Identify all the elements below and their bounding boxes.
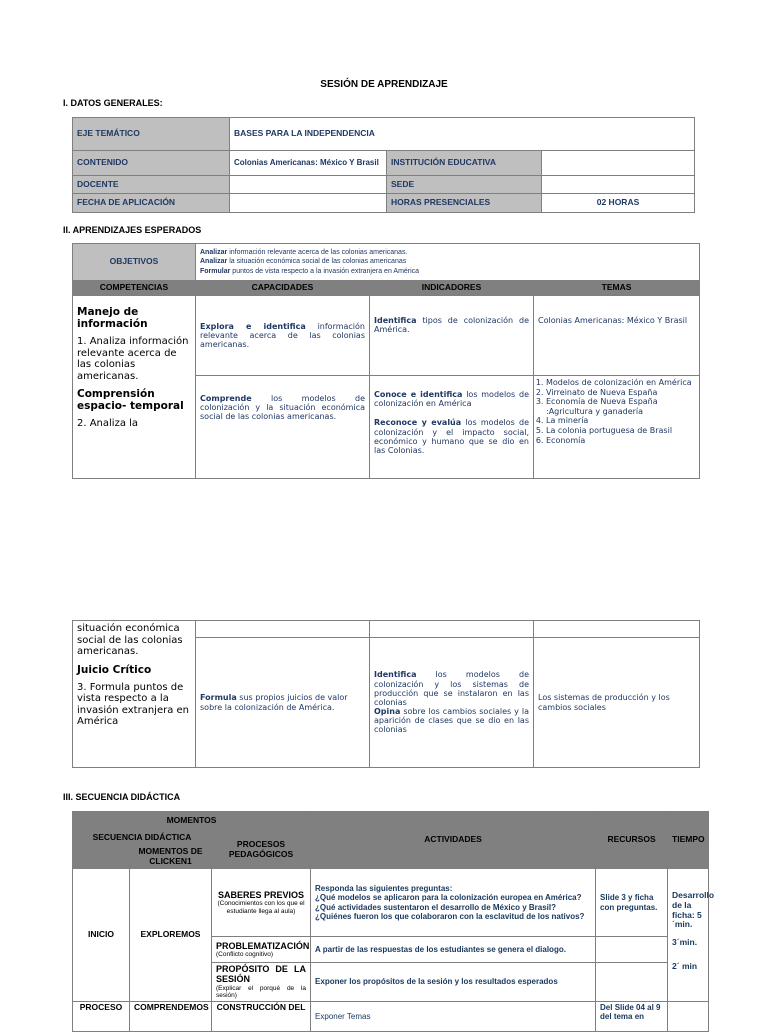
inicio-cell: INICIO — [73, 869, 130, 1002]
objetivo-item: Formular puntos de vista respecto a la invasión extranjera en América — [200, 267, 420, 275]
datos-generales-table — [72, 117, 695, 213]
aprendizajes-table — [72, 243, 700, 479]
sede-value — [542, 176, 695, 194]
header-competencias: COMPETENCIAS — [73, 281, 196, 296]
fecha-value — [230, 194, 387, 213]
institucion-label: INSTITUCIÓN EDUCATIVA — [387, 151, 542, 176]
empty-cell — [370, 621, 534, 638]
empty-header-cell — [73, 845, 130, 869]
ind4-cell — [370, 638, 534, 768]
construccion-actividad: Exponer Temas — [311, 1001, 596, 1031]
ind2: Conoce e identifica los modelos de colonización en América — [374, 390, 530, 409]
comp3-title: Juicio Crítico — [77, 663, 152, 676]
tema-item: 4. La minería — [546, 416, 695, 426]
secuencia-header: SECUENCIA DIDÁCTICA — [73, 831, 212, 845]
tiempo-inicio: Desarrollo de la ficha: 5 ´min. 3´min. 2´ min — [668, 869, 709, 1002]
proceso-cell: PROCESO — [73, 1001, 130, 1031]
temas-list-cell — [534, 376, 700, 479]
sede-label: SEDE — [387, 176, 542, 194]
temas-list — [534, 378, 695, 445]
tema-item: 2. Virreinato de Nueva España — [546, 388, 695, 398]
saberes-recursos: Slide 3 y ficha con preguntas. — [596, 869, 668, 937]
actividades-header: ACTIVIDADES — [311, 812, 596, 869]
objetivo-item: Analizar la situación económica social de las colonias americanas — [200, 258, 407, 266]
momentos-header: MOMENTOS — [73, 812, 311, 831]
comp3-item: 3. Formula puntos de vista respecto a la invasión extranjera en América — [77, 681, 190, 728]
procesos-header: PROCESOS PEDAGÓGICOS — [212, 831, 311, 869]
proposito-cell: PROPÓSITO DE LA SESIÓN (Explicar el porqué de la sesión) — [212, 963, 311, 1002]
horas-label: HORAS PRESENCIALES — [387, 194, 542, 213]
horas-value: 02 HORAS — [542, 194, 695, 213]
header-temas: TEMAS — [534, 281, 700, 296]
saberes-cell: SABERES PREVIOS (Conocimientos con los que el estudiante llega al aula) — [212, 869, 311, 937]
momentos-clicken-header: MOMENTOS DE CLICKEN1 — [130, 845, 212, 869]
page-title: SESIÓN DE APRENDIZAJE — [320, 79, 448, 90]
objetivo-item: Analizar información relevante acerca de las colonias americanas. — [200, 249, 408, 257]
pregunta: Responda las siguientes preguntas: — [315, 884, 453, 894]
docente-label: DOCENTE — [73, 176, 230, 194]
aprendizajes-continuation-table — [72, 620, 700, 768]
recursos-header: RECURSOS — [596, 812, 668, 869]
cap3-cell: Formula sus propios juicios de valor sobre la colonización de América. — [196, 638, 370, 768]
proposito-actividad: Exponer los propósitos de la sesión y los resultados esperados — [311, 963, 596, 1002]
institucion-value — [542, 151, 695, 176]
tema3-cell: Los sistemas de producción y los cambios sociales — [534, 638, 700, 768]
eje-value: BASES PARA LA INDEPENDENCIA — [230, 118, 695, 151]
comprendemos-cell: COMPRENDEMOS — [130, 1001, 212, 1031]
pregunta: ¿Qué modelos se aplicaron para la colonización europea en América? — [315, 893, 582, 903]
contenido-label: CONTENIDO — [73, 151, 230, 176]
problematizacion-cell: PROBLEMATIZACIÓN (Conflicto cognitivo) — [212, 937, 311, 963]
tiempo-header: TIEMPO — [668, 812, 709, 869]
empty-cell — [596, 937, 668, 963]
competencias-cell — [73, 296, 196, 479]
comp2-item-a: 2. Analiza la — [77, 418, 139, 430]
ind4: Identifica los modelos de colonización y los sistemas de producción que se instalaron en las colonias — [374, 670, 529, 707]
cap2-cell: Comprende los modelos de colonización y la situación económica social de las colonias americanas. — [196, 376, 370, 479]
saberes-actividades — [311, 869, 596, 937]
tema-item: 1. Modelos de colonización en América — [546, 378, 695, 388]
comp2-item-b: situación económica social de las colonias americanas. — [77, 623, 183, 657]
pregunta: ¿Qué actividades sustentaron el desarrollo de México y Brasil? — [315, 902, 556, 912]
tema-item: 6. Economía — [546, 436, 695, 446]
ind3: Reconoce y evalúa los modelos de colonización y el impacto social, económico y humano que se dio en las Colonias. — [374, 418, 530, 455]
objetivos-cell — [196, 244, 700, 281]
objetivos-label: OBJETIVOS — [73, 244, 196, 281]
tema1-cell: Colonias Americanas: México Y Brasil — [534, 296, 700, 376]
empty-cell — [596, 963, 668, 1002]
header-indicadores: INDICADORES — [370, 281, 534, 296]
ind2-cell — [370, 376, 534, 479]
competencias-continuation — [73, 621, 196, 768]
secuencia-table — [72, 811, 715, 1032]
tema-item: 5. La colonia portuguesa de Brasil — [546, 426, 695, 436]
ind1-cell: Identifica tipos de colonización de América. — [370, 296, 534, 376]
empty-cell — [196, 621, 370, 638]
construccion-recursos: Del Slide 04 al 9 del tema en — [596, 1001, 668, 1031]
cap1-cell: Explora e identifica información relevante acerca de las colonias americanas. — [196, 296, 370, 376]
section-3-heading: III. SECUENCIA DIDÁCTICA — [63, 792, 181, 802]
eje-label: EJE TEMÁTICO — [73, 118, 230, 151]
ind5: Opina sobre los cambios sociales y la aparición de clases que se dio en las colonias — [374, 707, 529, 735]
docente-value — [230, 176, 387, 194]
empty-cell — [534, 621, 700, 638]
section-1-heading: I. DATOS GENERALES: — [63, 98, 163, 108]
construccion-cell: CONSTRUCCIÓN DEL — [212, 1001, 311, 1031]
header-capacidades: CAPACIDADES — [196, 281, 370, 296]
fecha-label: FECHA DE APLICACIÓN — [73, 194, 230, 213]
exploremos-cell: EXPLOREMOS — [130, 869, 212, 1002]
comp1-item: 1. Analiza información relevante acerca de las colonias americanas. — [77, 336, 189, 382]
problematizacion-actividad: A partir de las respuestas de los estudiantes se genera el dialogo. — [311, 937, 596, 963]
empty-cell — [668, 1001, 709, 1031]
section-2-heading: II. APRENDIZAJES ESPERADOS — [63, 225, 202, 235]
comp1-title: Manejo de información — [77, 306, 148, 331]
tema-item: 3. Economía de Nueva España :Agricultura y ganadería — [546, 397, 695, 416]
comp2-title: Comprensión espacio- temporal — [77, 388, 184, 413]
pregunta: ¿Quiénes fueron los que colaboraron con la esclavitud de los nativos? — [315, 911, 585, 921]
contenido-value: Colonias Americanas: México Y Brasil — [230, 151, 387, 176]
